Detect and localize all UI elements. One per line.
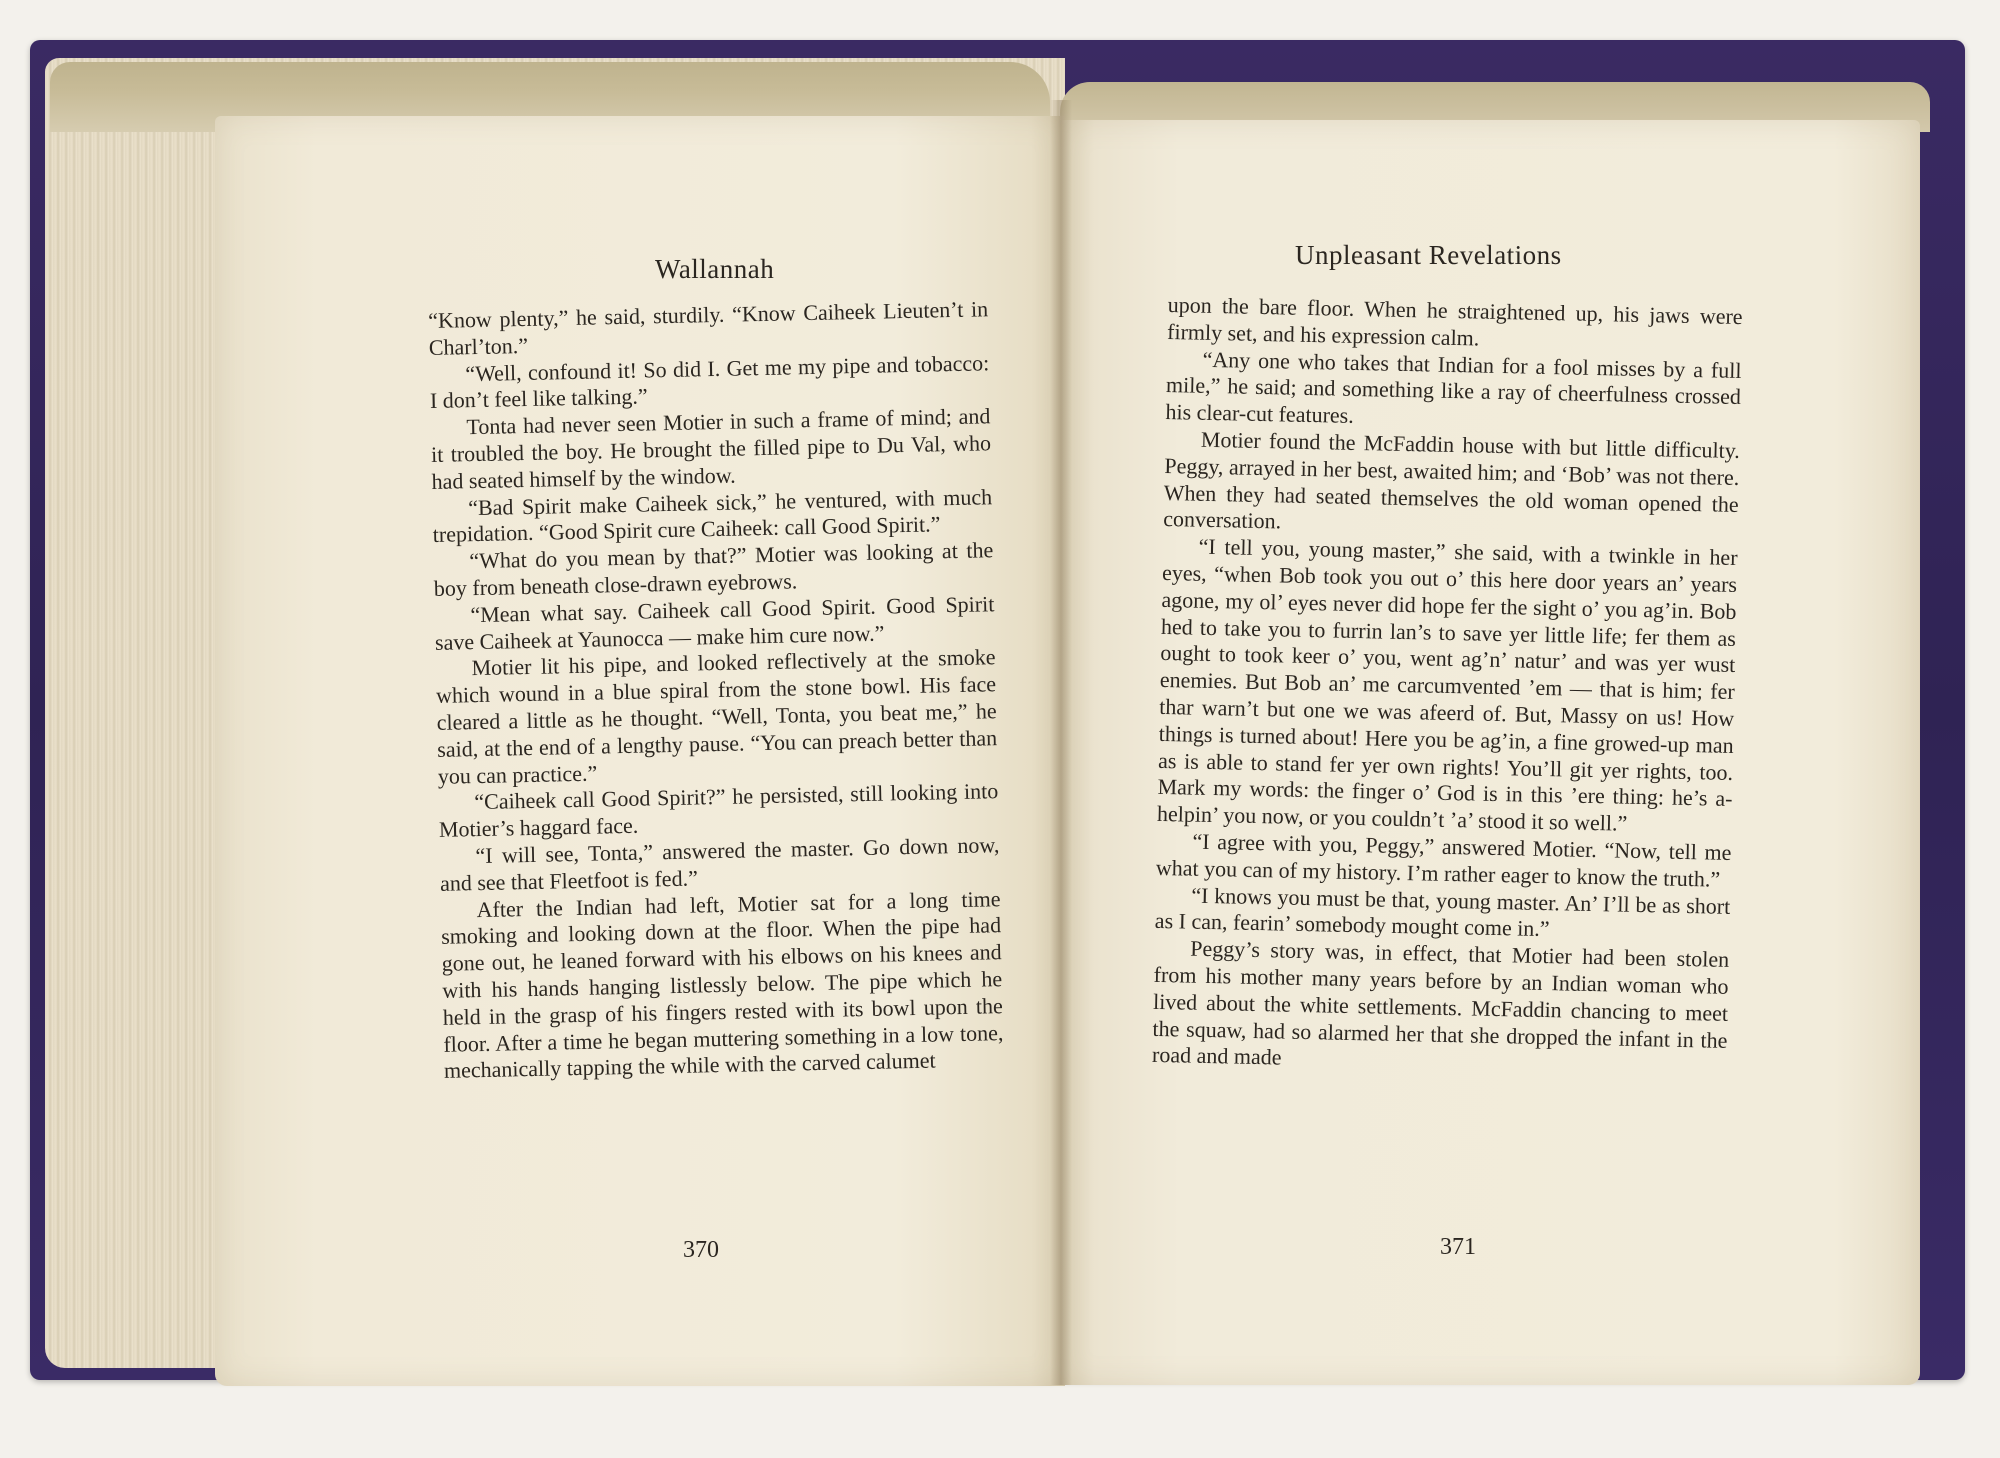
paragraph: “Well, confound it! So did I. Get me my pipe and tobacco: I don’t feel like talking.” — [429, 349, 990, 414]
paragraph: “Bad Spirit make Caiheek sick,” he ventured, with much trepidation. “Good Spirit cure Caiheek: call Good Spirit.” — [432, 483, 993, 548]
paragraph: After the Indian had left, Motier sat for a long time smoking and looking down at the floor. When the pipe had gone out, he leaned forward with his elbows on his knees and with his hands hanging listlessly below. The pipe which he held in the grasp of his fingers rested with its bowl upon the floor. After a time he began muttering something in a low tone, mechanically tapping the while with the carved calumet — [440, 885, 1004, 1084]
paragraph: “Know plenty,” he said, sturdily. “Know Caiheek Lieuten’t in Charl’ton.” — [428, 296, 989, 360]
paragraph: “I tell you, young master,” she said, with a twinkle in her eyes, “when Bob took you out o’ this here door years an’ years agone, my ol’ eyes never did hope fer the sight o’ you ag’in. Bob hed to take you to furrin lan’s to save yer little life; fer them as ought to took keer o’ you, went ag’n’ natur’ and was yer wust enemies. But Bob an’ me carcumvented ’em — that is him; fer thar warn’t but one we was afeerd of. But, Massy on us! How things is turned about! Here you be ag’in, a fine growed-up man as is able to stand fer yer own rights! You’ll git yer rights, too. Mark my words: the finger o’ God is in this ’ere thing: he’s a-helpin’ you now, or you couldn’t ’a’ stood it so well.” — [1156, 533, 1738, 836]
left-running-head: Wallannah — [655, 254, 775, 284]
paragraph: “I agree with you, Peggy,” answered Motier. “Now, tell me what you can of my history. I’m rather eager to know the truth.” — [1155, 828, 1732, 892]
paragraph: “Caiheek call Good Spirit?” he persisted, still looking into Motier’s haggard face. — [438, 778, 999, 843]
paragraph: Motier found the McFaddin house with but little difficulty. Peggy, arrayed in her best, awaited him; and ‘Bob’ was not there. When they had seated themselves the old woman opened the conversation. — [1162, 426, 1741, 534]
paragraph: Motier lit his pipe, and looked reflectively at the smoke which wound in a blue spiral from the stone bowl. His face cleared a little as he thought. “Well, Tonta, you beat me,” he said, at the end of a lengthy pause. “You can preach better than you can practice.” — [435, 644, 998, 789]
paragraph: upon the bare floor. When he straightened up, his jaws were firmly set, and his expression calm. — [1166, 292, 1743, 351]
right-running-head: Unpleasant Revelations — [1295, 240, 1562, 270]
left-page-number: 370 — [683, 1237, 719, 1263]
right-page-number: 371 — [1440, 1234, 1476, 1260]
paragraph: “What do you mean by that?” Motier was looking at the boy from beneath close-drawn eyebrows. — [433, 537, 994, 601]
paragraph: Tonta had never seen Motier in such a frame of mind; and it troubled the boy. He brought the filled pipe to Du Val, who had seated himself by the window. — [430, 403, 992, 494]
paragraph: Peggy’s story was, in effect, that Motier had been stolen from his mother many years before by an Indian woman who lived about the white settlements. McFaddin chancing to meet the squaw, had so alarmed her that she dropped the infant in the road and made — [1151, 935, 1730, 1070]
paragraph: “I knows you must be that, young master. An’ I’ll be as short as I can, fearin’ somebody mought come in.” — [1154, 882, 1731, 942]
paragraph: “Any one who takes that Indian for a fool misses by a full mile,” he said; and something like a ray of cheerfulness crossed his clear-cut features. — [1165, 346, 1742, 429]
right-page-text — [1152, 292, 1743, 1081]
paragraph: “Mean what say. Caiheek call Good Spirit. Good Spirit save Caiheek at Yaunocca — make him cure now.” — [434, 590, 995, 655]
book-gutter — [1050, 100, 1072, 1385]
paragraph: “I will see, Tonta,” answered the master. Go down now, and see that Fleetfoot is fed.” — [439, 832, 1000, 896]
left-page-text — [428, 296, 1004, 1085]
